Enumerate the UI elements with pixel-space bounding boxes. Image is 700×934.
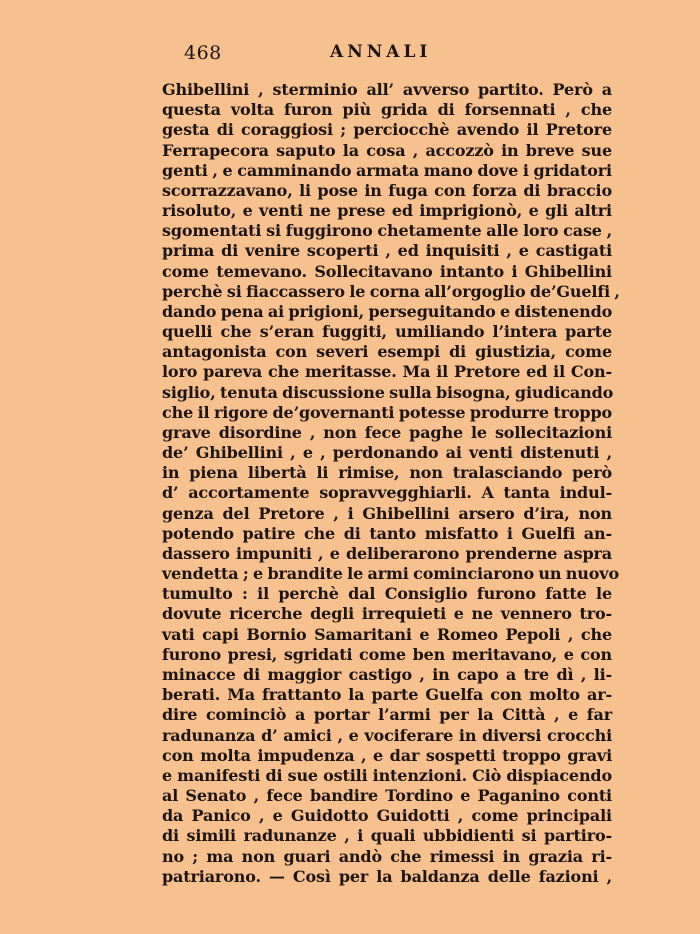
text-line: gesta di coraggiosi ; perciocchè avendo il Pretore xyxy=(162,120,612,140)
page-number: 468 xyxy=(184,42,222,64)
body-text xyxy=(162,80,620,887)
text-line: Ferrapecora saputo la cosa , accozzò in breve sue xyxy=(162,140,612,160)
text-line: minacce di maggior castigo , in capo a tre dì , li- xyxy=(162,664,612,684)
text-line: d’ accortamente sopravvegghiarli. A tanta indul- xyxy=(162,483,612,503)
running-title: ANNALI xyxy=(330,42,432,62)
text-line: come temevano. Sollecitavano intanto i Ghibellini xyxy=(162,261,612,281)
text-line: loro pareva che meritasse. Ma il Pretore ed il Con- xyxy=(162,362,612,382)
text-line: prima di venire scoperti , ed inquisiti , e castigati xyxy=(162,241,612,261)
text-line: dire cominciò a portar l’armi per la Città , e far xyxy=(162,705,612,725)
text-line: da Panico , e Guidotto Guidotti , come principali xyxy=(162,806,612,826)
text-line: dassero impuniti , e deliberarono prenderne aspra xyxy=(162,543,612,563)
text-line: questa volta furon più grida di forsennati , che xyxy=(162,100,612,120)
text-line: genti , e camminando armata mano dove i gridatori xyxy=(162,160,612,180)
text-line: siglio, tenuta discussione sulla bisogna, giudicando xyxy=(162,382,614,402)
text-line: patriarono. — Così per la baldanza delle fazioni , xyxy=(162,866,612,886)
text-line: vati capi Bornio Samaritani e Romeo Pepoli , che xyxy=(162,624,612,644)
text-line: quelli che s’eran fuggiti, umiliando l’intera parte xyxy=(162,322,612,342)
text-line: furono presi, sgridati come ben meritavano, e con xyxy=(162,644,612,664)
text-line: antagonista con severi esempi di giustizia, come xyxy=(162,342,612,362)
text-line: no ; ma non guari andò che rimessi in grazia ri- xyxy=(162,846,612,866)
text-line: berati. Ma frattanto la parte Guelfa con molto ar- xyxy=(162,685,612,705)
text-line: potendo patire che di tanto misfatto i Guelfi an- xyxy=(162,523,612,543)
text-line: sgomentati si fuggirono chetamente alle loro case , xyxy=(162,221,612,241)
text-line: dando pena ai prigioni, perseguitando e distenendo xyxy=(162,301,613,321)
text-line: al Senato , fece bandire Tordino e Paganino conti xyxy=(162,786,612,806)
text-line: vendetta ; e brandite le armi cominciarono un nuovo xyxy=(162,564,619,584)
text-line: perchè si fiaccassero le corna all’orgoglio de’Guelfi , xyxy=(162,281,620,301)
text-line: genza del Pretore , i Ghibellini arsero d’ira, non xyxy=(162,503,612,523)
text-line: e manifesti di sue ostili intenzioni. Ciò dispiacendo xyxy=(162,765,612,785)
text-line: in piena libertà li rimise, non tralasciando però xyxy=(162,463,612,483)
text-line: grave disordine , non fece paghe le sollecitazioni xyxy=(162,422,612,442)
text-line: che il rigore de’governanti potesse produrre troppo xyxy=(162,402,612,422)
text-line: scorrazzavano, li pose in fuga con forza di braccio xyxy=(162,180,612,200)
page-header xyxy=(0,42,700,66)
text-line: dovute ricerche degli irrequieti e ne vennero tro- xyxy=(162,604,612,624)
text-line: con molta impudenza , e dar sospetti troppo gravi xyxy=(162,745,612,765)
text-line: di simili radunanze , i quali ubbidienti si partiro- xyxy=(162,826,612,846)
text-line: Ghibellini , sterminio all’ avverso partito. Però a xyxy=(162,80,612,99)
text-line: tumulto : il perchè dal Consiglio furono fatte le xyxy=(162,584,612,604)
text-line: risoluto, e venti ne prese ed imprigionò, e gli altri xyxy=(162,201,612,221)
text-line: radunanza d’ amici , e vociferare in diversi crocchi xyxy=(162,725,612,745)
text-line: de’ Ghibellini , e , perdonando ai venti distenuti , xyxy=(162,443,612,463)
